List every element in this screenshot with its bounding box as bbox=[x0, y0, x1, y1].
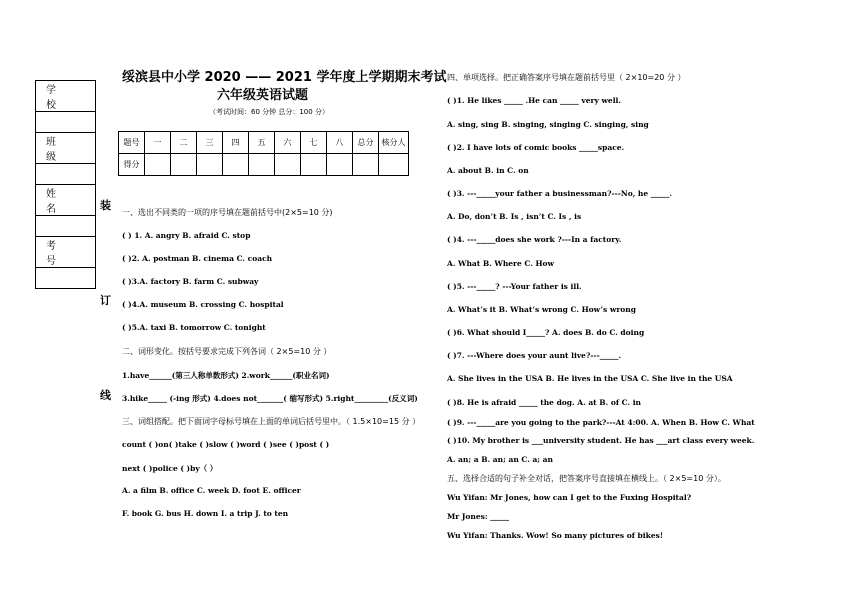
section4-line: ( )6. What should I_____? A. does B. do C. doing bbox=[447, 328, 645, 337]
score-header-cell: 七 bbox=[301, 132, 327, 154]
exam-number-label: 考 号 bbox=[36, 237, 95, 268]
section2-item: 3.hike_____ (-ing 形式) 4.does not_______( 缩写形式) 5.right_________(反义词) bbox=[122, 394, 418, 403]
score-cell[interactable] bbox=[353, 154, 379, 176]
score-table bbox=[118, 131, 409, 176]
class-field[interactable] bbox=[36, 164, 95, 185]
binding-char-ding: 订 bbox=[100, 294, 111, 307]
section5-line: Wu Yifan: Thanks. Wow! So many pictures of bikes! bbox=[447, 531, 664, 540]
score-table-score-row bbox=[119, 154, 409, 176]
score-cell[interactable] bbox=[275, 154, 301, 176]
section5-line: Mr Jones: _____ bbox=[447, 512, 509, 521]
section4-line: ( )8. He is afraid _____ the dog. A. at B. of C. in bbox=[447, 398, 642, 407]
section5-line: Wu Yifan: Mr Jones, how can I get to the Fuxing Hospital? bbox=[447, 493, 692, 502]
section4-line: ( )1. He likes _____ .He can _____ very well. bbox=[447, 96, 621, 105]
score-table-header-row bbox=[119, 132, 409, 154]
section4-line: ( )10. My brother is ___university student. He has ___art class every week. bbox=[447, 436, 755, 445]
score-cell[interactable] bbox=[197, 154, 223, 176]
score-header-cell: 八 bbox=[327, 132, 353, 154]
score-cell[interactable] bbox=[145, 154, 171, 176]
score-cell[interactable] bbox=[301, 154, 327, 176]
score-header-cell: 总分 bbox=[353, 132, 379, 154]
section3-item: count ( )on( )take ( )slow ( )word ( )see ( )post ( ) bbox=[122, 440, 330, 449]
score-header-cell: 题号 bbox=[119, 132, 145, 154]
section2-title: 二、词形变化。按括号要求完成下列各词（ 2×5=10 分 ） bbox=[122, 347, 332, 356]
section4-line: ( )5. ---_____? ---Your father is ill. bbox=[447, 282, 582, 291]
section1-item: ( )4.A. museum B. crossing C. hospital bbox=[122, 300, 284, 309]
section1-title: 一、选出不同类的一项的序号填在题前括号中(2×5=10 分) bbox=[122, 208, 333, 217]
section4-line: ( )4. ---_____does she work ?---In a factory. bbox=[447, 235, 622, 244]
section1-item: ( )3.A. factory B. farm C. subway bbox=[122, 277, 259, 286]
score-cell[interactable] bbox=[223, 154, 249, 176]
score-cell[interactable] bbox=[249, 154, 275, 176]
section4-line: A. about B. in C. on bbox=[447, 166, 529, 175]
class-label: 班 级 bbox=[36, 133, 95, 164]
score-header-cell: 六 bbox=[275, 132, 301, 154]
section4-line: A. an; a B. an; an C. a; an bbox=[447, 455, 553, 464]
binding-char-xian: 线 bbox=[100, 389, 111, 402]
section3-item: next ( )police ( )by（ ） bbox=[122, 464, 218, 473]
section4-line: A. She lives in the USA B. He lives in the USA C. She live in the USA bbox=[447, 374, 733, 383]
section3-item: F. book G. bus H. down I. a trip J. to ten bbox=[122, 509, 289, 518]
school-field[interactable] bbox=[36, 112, 95, 133]
score-header-cell: 三 bbox=[197, 132, 223, 154]
name-label: 姓 名 bbox=[36, 185, 95, 216]
student-info-box bbox=[35, 80, 96, 289]
exam-number-field[interactable] bbox=[36, 268, 95, 288]
score-header-cell: 四 bbox=[223, 132, 249, 154]
section4-title: 四、单项选择。把正确答案序号填在题前括号里（ 2×10=20 分 ） bbox=[447, 73, 686, 82]
score-cell[interactable] bbox=[171, 154, 197, 176]
section1-item: ( ) 1. A. angry B. afraid C. stop bbox=[122, 231, 251, 240]
section4-line: A. What B. Where C. How bbox=[447, 259, 554, 268]
section4-line: ( )7. ---Where does your aunt live?---_____. bbox=[447, 351, 622, 360]
exam-subtitle: 六年级英语试题 bbox=[217, 88, 309, 103]
exam-title: 绥滨县中小学 2020 —— 2021 学年度上学期期末考试 bbox=[122, 70, 447, 85]
score-header-cell: 核分人 bbox=[379, 132, 409, 154]
score-row-label: 得分 bbox=[119, 154, 145, 176]
section4-line: A. sing, sing B. singing, singing C. singing, sing bbox=[447, 120, 649, 129]
name-field[interactable] bbox=[36, 216, 95, 237]
section4-line: A. What’s it B. What’s wrong C. How’s wrong bbox=[447, 305, 636, 314]
section2-item: 1.have______(第三人称单数形式) 2.work______(职业名词) bbox=[122, 371, 330, 380]
score-cell[interactable] bbox=[327, 154, 353, 176]
section4-line: A. Do, don’t B. Is , isn’t C. Is , is bbox=[447, 212, 582, 221]
score-cell[interactable] bbox=[379, 154, 409, 176]
section3-title: 三、词组搭配。把下面词字母标号填在上面的单词后括号里中。（ 1.5×10=15 分 ） bbox=[122, 417, 421, 426]
score-header-cell: 五 bbox=[249, 132, 275, 154]
section5-title: 五、选择合适的句子补全对话，把答案序号直接填在横线上。（ 2×5=10 分）。 bbox=[447, 474, 726, 483]
section4-line: ( )2. I have lots of comic books _____space. bbox=[447, 143, 625, 152]
section1-item: ( )5.A. taxi B. tomorrow C. tonight bbox=[122, 323, 266, 332]
binding-char-zhuang: 装 bbox=[100, 199, 111, 212]
section3-item: A. a film B. office C. week D. foot E. officer bbox=[122, 486, 301, 495]
section4-line: ( )3. ---_____your father a businessman?---No, he _____. bbox=[447, 189, 673, 198]
section4-line: ( )9. ---_____are you going to the park?---At 4:00. A. When B. How C. What bbox=[447, 418, 755, 427]
score-header-cell: 一 bbox=[145, 132, 171, 154]
section1-item: ( )2. A. postman B. cinema C. coach bbox=[122, 254, 273, 263]
exam-time-info: （考试时间：60 分钟 总分：100 分） bbox=[209, 108, 329, 116]
school-label: 学 校 bbox=[36, 81, 95, 112]
score-header-cell: 二 bbox=[171, 132, 197, 154]
